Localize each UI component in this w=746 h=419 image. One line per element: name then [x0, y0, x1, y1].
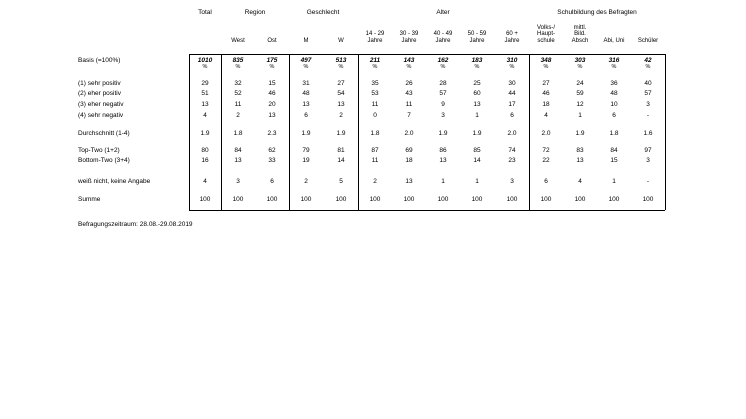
basis-value: 143 [403, 57, 415, 64]
horizontal-rule [189, 210, 665, 211]
table-cell: 2 [236, 112, 240, 119]
table-cell: 13 [302, 101, 310, 108]
table-cell: 2.0 [507, 130, 517, 137]
table-cell: 51 [201, 90, 209, 97]
basis-percent-unit: % [577, 63, 583, 70]
table-cell: 1.8 [370, 130, 380, 137]
table-cell: 4 [203, 178, 207, 185]
table-cell: 81 [337, 147, 345, 154]
table-cell: 3 [441, 112, 445, 119]
table-cell: 84 [234, 147, 242, 154]
table-cell: 100 [335, 196, 347, 203]
basis-value: 1010 [197, 57, 213, 64]
vertical-rule [665, 54, 666, 210]
basis-percent-unit: % [509, 63, 515, 70]
table-cell: 1.9 [472, 130, 482, 137]
table-cell: 2.0 [404, 130, 414, 137]
table-cell: 11 [371, 157, 379, 164]
header-alter: Alter [436, 9, 450, 16]
table-cell: 100 [199, 196, 211, 203]
table-cell: 57 [439, 90, 447, 97]
table-cell: 86 [439, 147, 447, 154]
subheader-label: Jahre [504, 37, 520, 44]
table-cell: 13 [439, 157, 447, 164]
table-cell: 6 [304, 112, 308, 119]
table-cell: 87 [371, 147, 379, 154]
subheader-label: W [338, 37, 344, 44]
basis-value: 42 [644, 57, 652, 64]
table-cell: 9 [441, 101, 445, 108]
table-cell: 35 [371, 80, 379, 87]
vertical-rule [289, 54, 290, 210]
table-cell: 13 [473, 101, 481, 108]
subheader-label: Bild. [574, 31, 586, 37]
subheader-label: Volks-/ [536, 24, 556, 31]
table-cell: 16 [201, 157, 209, 164]
table-cell: 62 [268, 147, 276, 154]
table-cell: 100 [403, 196, 415, 203]
table-cell: 13 [576, 157, 584, 164]
table-cell: 32 [234, 80, 242, 87]
subheader-label: 40 - 49 [433, 31, 453, 37]
table-cell: 100 [506, 196, 518, 203]
table-cell: 100 [300, 196, 312, 203]
basis-value: 303 [574, 57, 586, 64]
row-label: Top-Two (1+2) [78, 147, 120, 154]
table-cell: 100 [574, 196, 586, 203]
table-cell: 52 [234, 90, 242, 97]
row-label: Durchschnitt (1-4) [78, 130, 130, 137]
table-cell: 3 [646, 157, 650, 164]
table-cell: 2 [304, 178, 308, 185]
table-cell: 10 [610, 101, 618, 108]
table-cell: 15 [268, 80, 276, 87]
table-cell: 22 [542, 157, 550, 164]
table-cell: 12 [576, 101, 584, 108]
subheader-label: 30 - 39 [399, 31, 419, 37]
table-cell: 1.9 [575, 130, 585, 137]
row-label: (1) sehr positiv [78, 80, 121, 87]
basis-percent-unit: % [372, 63, 378, 70]
row-label: weiß nicht, keine Angabe [78, 178, 151, 185]
table-cell: 59 [576, 90, 584, 97]
table-cell: 2.0 [541, 130, 551, 137]
subheader-label: 50 - 59 [467, 31, 487, 37]
table-cell: 20 [268, 101, 276, 108]
table-cell: 14 [473, 157, 481, 164]
table-cell: 3 [510, 178, 514, 185]
table-cell: 4 [203, 112, 207, 119]
table-cell: - [646, 178, 650, 185]
subheader-label: Jahre [367, 37, 383, 44]
vertical-rule [221, 54, 222, 210]
basis-percent-unit: % [269, 63, 275, 70]
table-cell: - [646, 112, 650, 119]
row-label: (4) sehr negativ [78, 112, 124, 119]
table-cell: 43 [405, 90, 413, 97]
subheader-label: M [303, 37, 309, 44]
table-cell: 1.8 [609, 130, 619, 137]
table-cell: 80 [201, 147, 209, 154]
row-label: (2) eher positiv [78, 90, 121, 97]
table-cell: 1 [475, 112, 479, 119]
table-cell: 100 [471, 196, 483, 203]
subheader-label: Absch [571, 37, 589, 44]
table-cell: 48 [610, 90, 618, 97]
subheader-label: Jahre [469, 37, 485, 44]
table-cell: 3 [646, 101, 650, 108]
basis-percent-unit: % [611, 63, 617, 70]
subheader-label: Abi, Uni [603, 37, 625, 44]
table-cell: 17 [508, 101, 516, 108]
table-cell: 26 [405, 80, 413, 87]
table-cell: 6 [510, 112, 514, 119]
table-cell: 6 [544, 178, 548, 185]
table-cell: 23 [508, 157, 516, 164]
subheader-label: 14 - 29 [365, 31, 385, 37]
table-cell: 31 [302, 80, 310, 87]
table-cell: 85 [473, 147, 481, 154]
subheader-label: Jahre [435, 37, 451, 44]
subheader-label: West [231, 37, 245, 44]
basis-percent-unit: % [338, 63, 344, 70]
table-cell: 0 [373, 112, 377, 119]
table-cell: 1 [578, 112, 582, 119]
table-cell: 1.9 [301, 130, 311, 137]
table-cell: 2 [373, 178, 377, 185]
basis-value: 183 [471, 57, 483, 64]
header-geschlecht: Geschlecht [306, 9, 340, 16]
table-cell: 1.9 [200, 130, 210, 137]
subheader-label: mittl. [573, 24, 587, 31]
table-cell: 36 [610, 80, 618, 87]
basis-value: 513 [335, 57, 347, 64]
basis-value: 348 [540, 57, 552, 64]
basis-percent-unit: % [440, 63, 446, 70]
basis-percent-unit: % [202, 63, 208, 70]
subheader-label: 60 + [506, 31, 518, 37]
header-region: Region [244, 9, 266, 16]
table-cell: 27 [337, 80, 345, 87]
table-cell: 100 [266, 196, 278, 203]
table-cell: 97 [644, 147, 652, 154]
basis-percent-unit: % [235, 63, 241, 70]
subheader-label: Haupt- [536, 31, 556, 37]
table-cell: 100 [232, 196, 244, 203]
table-cell: 72 [542, 147, 550, 154]
basis-value: 316 [608, 57, 620, 64]
table-cell: 100 [642, 196, 654, 203]
header-schulbildung: Schulbildung des Befragten [557, 9, 637, 16]
table-cell: 13 [268, 112, 276, 119]
vertical-rule [189, 54, 190, 210]
table-cell: 1.9 [438, 130, 448, 137]
row-label: (3) eher negativ [78, 101, 124, 108]
vertical-rule [358, 54, 359, 210]
table-cell: 24 [576, 80, 584, 87]
table-cell: 18 [542, 101, 550, 108]
table-cell: 29 [201, 80, 209, 87]
table-cell: 6 [270, 178, 274, 185]
horizontal-rule [189, 54, 665, 55]
basis-value: 211 [369, 57, 381, 64]
table-cell: 100 [540, 196, 552, 203]
subheader-label: Jahre [401, 37, 417, 44]
table-cell: 1 [441, 178, 445, 185]
table-cell: 1.6 [643, 130, 653, 137]
table-cell: 2.3 [267, 130, 277, 137]
table-cell: 83 [576, 147, 584, 154]
table-cell: 100 [369, 196, 381, 203]
table-cell: 100 [437, 196, 449, 203]
table-cell: 33 [268, 157, 276, 164]
table-cell: 6 [612, 112, 616, 119]
table-cell: 15 [610, 157, 618, 164]
basis-percent-unit: % [474, 63, 480, 70]
table-cell: 4 [544, 112, 548, 119]
subheader-label: schule [537, 37, 555, 44]
table-cell: 69 [405, 147, 413, 154]
row-label: Basis (=100%) [78, 57, 121, 64]
table-cell: 60 [473, 90, 481, 97]
table-cell: 4 [578, 178, 582, 185]
table-cell: 74 [508, 147, 516, 154]
table-cell: 18 [405, 157, 413, 164]
table-cell: 19 [302, 157, 310, 164]
footer-note: Befragungszeitraum: 28.08.-29.08.2019 [78, 221, 193, 228]
basis-value: 162 [437, 57, 449, 64]
table-cell: 13 [405, 178, 413, 185]
table-cell: 14 [337, 157, 345, 164]
table-cell: 27 [542, 80, 550, 87]
table-cell: 11 [405, 101, 413, 108]
table-cell: 53 [371, 90, 379, 97]
table-cell: 13 [201, 101, 209, 108]
basis-percent-unit: % [406, 63, 412, 70]
table-cell: 84 [610, 147, 618, 154]
table-cell: 11 [371, 101, 379, 108]
basis-value: 835 [232, 57, 244, 64]
table-cell: 13 [337, 101, 345, 108]
subheader-label: Ost [267, 37, 277, 44]
basis-percent-unit: % [303, 63, 309, 70]
table-cell: 2 [339, 112, 343, 119]
table-cell: 30 [508, 80, 516, 87]
table-cell: 79 [302, 147, 310, 154]
row-label: Summe [78, 196, 101, 203]
table-cell: 40 [644, 80, 652, 87]
basis-value: 310 [506, 57, 518, 64]
basis-value: 497 [300, 57, 312, 64]
basis-value: 175 [266, 57, 278, 64]
table-cell: 13 [234, 157, 242, 164]
table-cell: 1.9 [336, 130, 346, 137]
table-cell: 1.8 [233, 130, 243, 137]
table-cell: 46 [542, 90, 550, 97]
subheader-label: Schüler [637, 37, 659, 44]
table-cell: 57 [644, 90, 652, 97]
table-cell: 7 [407, 112, 411, 119]
table-cell: 54 [337, 90, 345, 97]
table-cell: 25 [473, 80, 481, 87]
table-cell: 48 [302, 90, 310, 97]
table-cell: 100 [608, 196, 620, 203]
table-cell: 1 [475, 178, 479, 185]
table-cell: 1 [612, 178, 616, 185]
row-label: Bottom-Two (3+4) [78, 157, 130, 164]
table-cell: 5 [339, 178, 343, 185]
basis-percent-unit: % [543, 63, 549, 70]
basis-percent-unit: % [645, 63, 651, 70]
table-cell: 44 [508, 90, 516, 97]
vertical-rule [529, 54, 530, 210]
header-total: Total [198, 9, 212, 16]
table-cell: 3 [236, 178, 240, 185]
table-cell: 28 [439, 80, 447, 87]
table-cell: 11 [234, 101, 242, 108]
table-cell: 46 [268, 90, 276, 97]
